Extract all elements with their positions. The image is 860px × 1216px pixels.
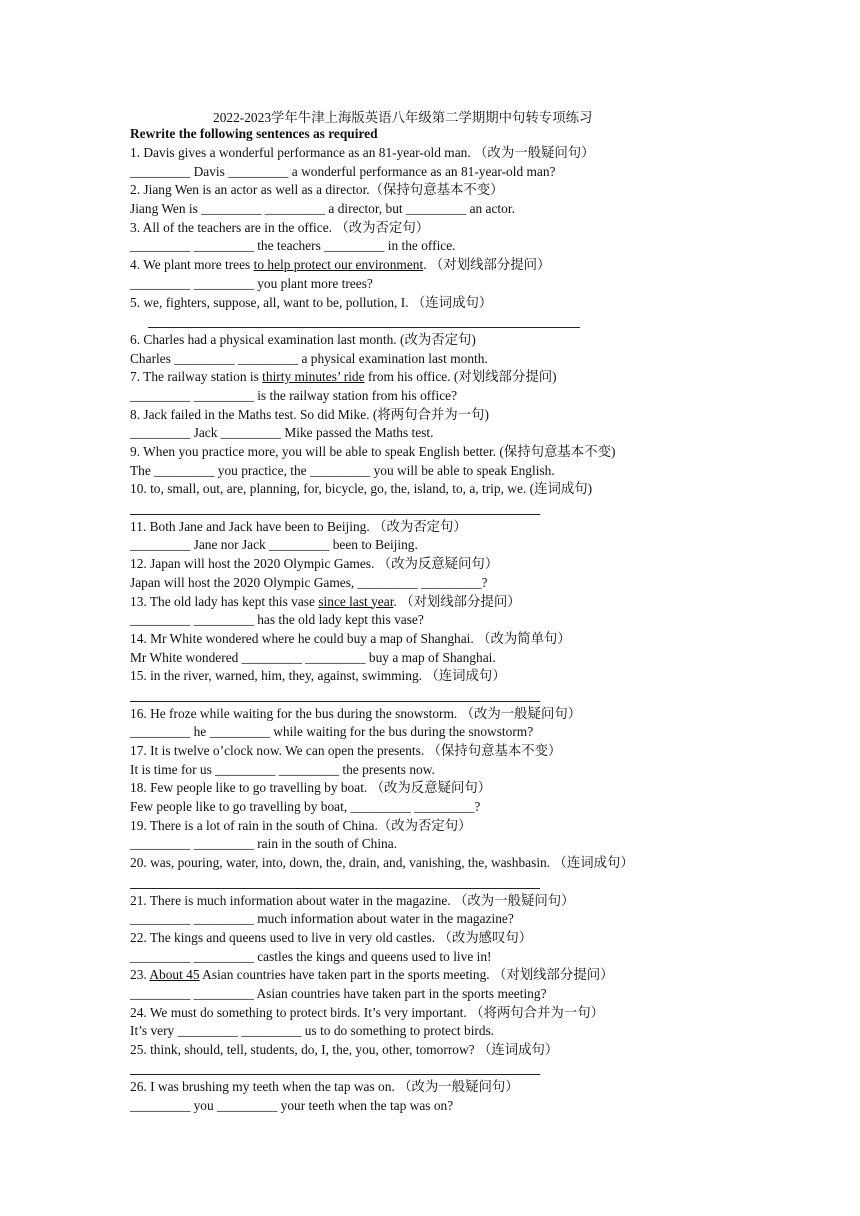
exercise-line: [130, 966, 730, 985]
line-text: . （对划线部分提问）: [423, 257, 551, 273]
exercise-line: [130, 350, 730, 369]
exercise-line: [130, 1041, 730, 1060]
line-text: 2. Jiang Wen is an actor as well as a director.（保持句意基本不变）: [130, 182, 504, 198]
line-text: 15. in the river, warned, him, they, against, swimming. （连词成句）: [130, 668, 506, 684]
exercise-line: [130, 1022, 730, 1041]
exercise-line: [130, 181, 730, 200]
line-text: _________ Davis _________ a wonderful performance as an 81-year-old man?: [130, 163, 556, 179]
answer-rule: [130, 1074, 540, 1075]
line-text: It is time for us _________ _________ the presents now.: [130, 761, 435, 777]
line-text: 5. we, fighters, suppose, all, want to be, pollution, I. （连词成句）: [130, 294, 493, 310]
underlined-phrase: thirty minutes’ ride: [262, 369, 365, 385]
exercise-line: [130, 611, 730, 630]
exercise-line: [130, 219, 730, 238]
line-text: 4. We plant more trees: [130, 257, 254, 273]
line-text: _________ _________ castles the kings and queens used to live in!: [130, 948, 492, 964]
line-text: 7. The railway station is: [130, 369, 263, 385]
exercise-line: [130, 779, 730, 798]
exercise-line: [130, 1078, 730, 1097]
exercise-line: [130, 929, 730, 948]
line-text: _________ Jane nor Jack _________ been to Beijing.: [130, 537, 418, 553]
answer-line[interactable]: [130, 873, 730, 892]
exercise-line: [130, 854, 730, 873]
line-text: 10. to, small, out, are, planning, for, bicycle, go, the, island, to, a, trip, we. (连词成句): [130, 481, 593, 497]
line-text: The _________ you practice, the _________ you will be able to speak English.: [130, 462, 555, 478]
answer-rule: [148, 327, 580, 328]
line-text: _________ Jack _________ Mike passed the Maths test.: [130, 425, 434, 441]
exercise-line: [130, 144, 730, 163]
line-text: 25. think, should, tell, students, do, I, the, you, other, tomorrow? （连词成句）: [130, 1042, 559, 1057]
answer-line[interactable]: [130, 499, 730, 518]
exercise-line: [130, 798, 730, 817]
exercise-line: [130, 406, 730, 425]
exercise-line: [130, 163, 730, 182]
answer-rule: [130, 514, 540, 515]
exercise-line: [130, 892, 730, 911]
page-title: 2022-2023学年牛津上海版英语八年级第二学期期中句转专项练习: [213, 110, 593, 125]
line-text: 19. There is a lot of rain in the south of China.（改为否定句）: [130, 817, 472, 833]
line-text: _________ _________ much information about water in the magazine?: [130, 911, 514, 927]
line-text: 13. The old lady has kept this vase: [130, 593, 319, 609]
exercise-line: [130, 649, 730, 668]
exercise-line: [130, 518, 730, 537]
line-text: Mr White wondered _________ _________ buy a map of Shanghai.: [130, 649, 496, 665]
exercise-line: [130, 1004, 730, 1023]
exercise-line: [130, 294, 730, 313]
exercise-line: [130, 630, 730, 649]
line-text: . （对划线部分提问）: [393, 593, 521, 609]
exercise-line: [130, 761, 730, 780]
exercise-line: [130, 742, 730, 761]
exercise-line: [130, 948, 730, 967]
answer-line[interactable]: [130, 1060, 730, 1079]
line-text: Jiang Wen is _________ _________ a director, but _________ an actor.: [130, 201, 515, 217]
line-text: 22. The kings and queens used to live in very old castles. （改为感叹句）: [130, 929, 533, 945]
exercise-line: [130, 480, 730, 499]
line-text: 14. Mr White wondered where he could buy a map of Shanghai. （改为简单句）: [130, 630, 571, 646]
exercise-line: [130, 574, 730, 593]
answer-line[interactable]: [130, 312, 730, 331]
line-text: 6. Charles had a physical examination last month. (改为否定句): [130, 331, 476, 347]
line-text: 21. There is much information about water in the magazine. （改为一般疑问句）: [130, 892, 575, 908]
line-text: from his office. (对划线部分提问): [364, 369, 557, 385]
exercise-line: [130, 705, 730, 724]
exercise-line: [130, 536, 730, 555]
line-text: 20. was, pouring, water, into, down, the, drain, and, vanishing, the, washbasin. （连词成句）: [130, 855, 634, 871]
exercise-line: [130, 667, 730, 686]
exercise-line: [130, 555, 730, 574]
exercise-line: [130, 443, 730, 462]
instruction-heading: Rewrite the following sentences as required: [130, 126, 378, 141]
exercise-line: [130, 237, 730, 256]
line-text: 26. I was brushing my teeth when the tap was on. （改为一般疑问句）: [130, 1079, 519, 1095]
answer-line[interactable]: [130, 686, 730, 705]
line-text: Asian countries have taken part in the sports meeting. （对划线部分提问）: [199, 967, 614, 983]
underlined-phrase: since last year: [318, 593, 394, 609]
line-text: 8. Jack failed in the Maths test. So did Mike. (将两句合并为一句): [130, 406, 489, 422]
line-text: _________ _________ Asian countries have taken part in the sports meeting?: [130, 985, 547, 1001]
underlined-phrase: About 45: [149, 967, 200, 983]
line-text: 17. It is twelve o’clock now. We can open the presents. （保持句意基本不变）: [130, 743, 562, 758]
line-text: 16. He froze while waiting for the bus during the snowstorm. （改为一般疑问句）: [130, 705, 582, 721]
exercise-line: [130, 835, 730, 854]
exercise-line: [130, 985, 730, 1004]
exercise-line: [130, 331, 730, 350]
exercise-line: [130, 723, 730, 742]
exercise-line: [130, 256, 730, 275]
exercise-line: [130, 387, 730, 406]
line-text: 1. Davis gives a wonderful performance as an 81-year-old man. （改为一般疑问句）: [130, 145, 595, 160]
line-text: _________ you _________ your teeth when the tap was on?: [130, 1098, 454, 1114]
exercise-line: [130, 368, 730, 387]
line-text: 23.: [130, 967, 150, 983]
underlined-phrase: to help protect our environment: [253, 257, 424, 273]
line-text: _________ _________ you plant more trees?: [130, 275, 373, 291]
line-text: 11. Both Jane and Jack have been to Beijing. （改为否定句）: [130, 518, 467, 534]
line-text: Charles _________ _________ a physical examination last month.: [130, 350, 488, 366]
exercise-line: [130, 1097, 730, 1116]
line-text: 12. Japan will host the 2020 Olympic Games. （改为反意疑问句）: [130, 556, 499, 572]
exercise-line: [130, 200, 730, 219]
line-text: _________ he _________ while waiting for the bus during the snowstorm?: [130, 724, 534, 740]
line-text: _________ _________ the teachers _________ in the office.: [130, 238, 456, 254]
line-text: _________ _________ rain in the south of China.: [130, 836, 398, 852]
exercise-line: [130, 424, 730, 443]
line-text: Few people like to go travelling by boat, _________ _________?: [130, 799, 481, 815]
exercise-line: [130, 910, 730, 929]
line-text: It’s very _________ _________ us to do something to protect birds.: [130, 1023, 495, 1039]
exercise-list: [130, 144, 730, 1116]
exercise-line: [130, 817, 730, 836]
line-text: 24. We must do something to protect birds. It’s very important. （将两句合并为一句）: [130, 1004, 604, 1020]
line-text: Japan will host the 2020 Olympic Games, _________ _________?: [130, 574, 488, 590]
line-text: 3. All of the teachers are in the office. （改为否定句）: [130, 219, 430, 235]
line-text: _________ _________ has the old lady kept this vase?: [130, 612, 424, 628]
line-text: 18. Few people like to go travelling by boat. （改为反意疑问句）: [130, 780, 492, 796]
exercise-line: [130, 462, 730, 481]
answer-rule: [130, 888, 540, 889]
exercise-line: [130, 593, 730, 612]
answer-rule: [130, 701, 540, 702]
line-text: _________ _________ is the railway station from his office?: [130, 387, 458, 403]
line-text: 9. When you practice more, you will be able to speak English better. (保持句意基本不变): [130, 444, 616, 459]
exercise-line: [130, 275, 730, 294]
